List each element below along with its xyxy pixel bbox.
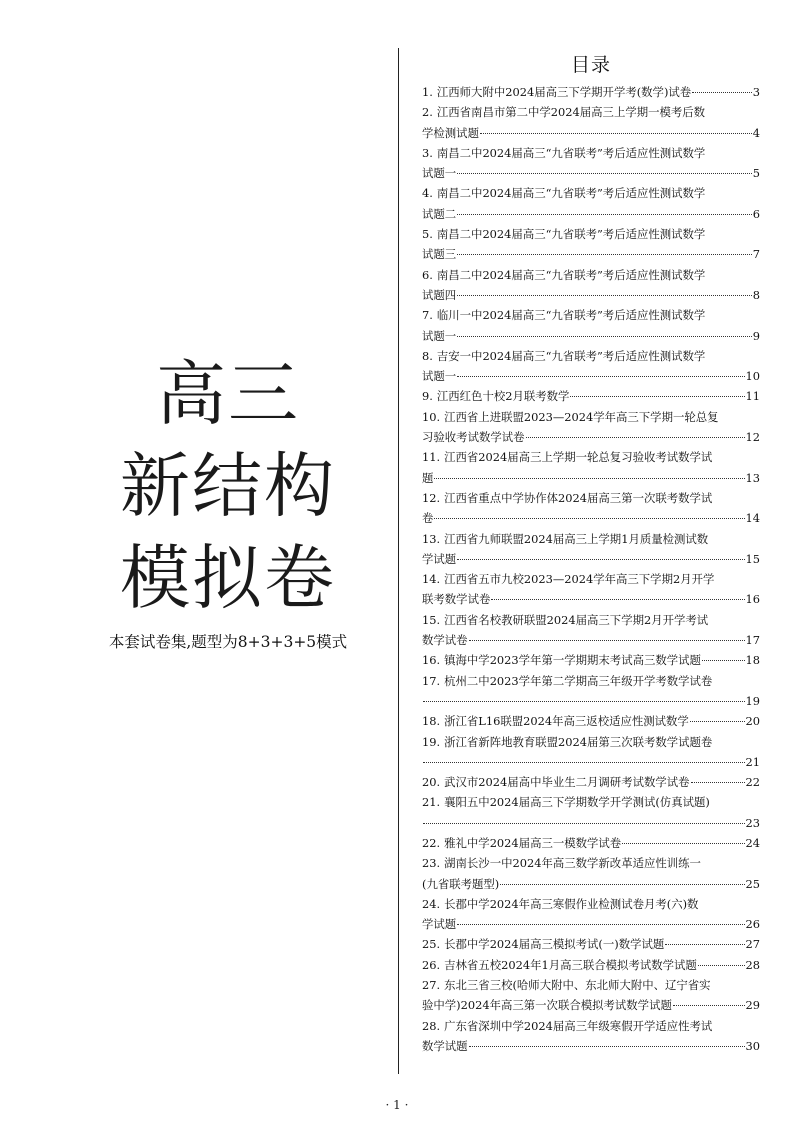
toc-entry-number: 7. <box>422 308 433 323</box>
toc-entry-page: 29 <box>745 998 760 1013</box>
toc-entry-number: 15. <box>422 612 441 627</box>
toc-entry-page: 30 <box>745 1038 760 1053</box>
toc-entry-page: 10 <box>745 369 760 384</box>
toc-entry[interactable] <box>422 955 760 975</box>
toc-entry-title-continued: 验中学)2024年高三第一次联合模拟考试数学试题 <box>422 998 672 1013</box>
toc-entry-page: 23 <box>745 815 760 830</box>
toc-entry-title-continued: (九省联考题型) <box>422 876 500 891</box>
toc-entry-number: 14. <box>422 572 441 587</box>
toc-entry-number: 10. <box>422 409 441 424</box>
toc-entry-title: 临川一中2024届高三“九省联考”考后适应性测试数学 <box>436 308 706 323</box>
toc-entry-page: 20 <box>745 714 760 729</box>
toc-entry-number: 19. <box>422 734 441 749</box>
toc-entry[interactable] <box>422 650 760 670</box>
toc-entry[interactable] <box>422 407 760 448</box>
vertical-divider <box>398 48 399 1074</box>
toc-entry-title-continued: 联考数学试卷 <box>422 592 491 607</box>
toc-dot-leader <box>457 336 752 337</box>
toc-entry[interactable] <box>422 569 760 610</box>
toc-entry-title-continued: 试题一 <box>422 328 457 343</box>
toc-entry-page: 13 <box>745 470 760 485</box>
toc-entry-number: 23. <box>422 856 441 871</box>
toc-entry-page: 8 <box>752 287 760 302</box>
toc-dot-leader <box>702 660 745 661</box>
toc-entry-number: 22. <box>422 835 441 850</box>
toc-entry-title: 浙江省L16联盟2024年高三返校适应性测试数学 <box>444 714 689 729</box>
toc-entry-page: 11 <box>745 389 760 404</box>
toc-entry-page: 15 <box>745 551 760 566</box>
toc-dot-leader <box>691 782 745 783</box>
toc-entry-page: 5 <box>752 166 760 181</box>
toc-entry-page: 7 <box>752 247 760 262</box>
toc-entry[interactable] <box>422 732 760 773</box>
toc-entry[interactable] <box>422 82 760 102</box>
toc-entry-title: 南昌二中2024届高三“九省联考”考后适应性测试数学 <box>436 145 706 160</box>
toc-entry-number: 24. <box>422 896 441 911</box>
toc-dot-leader <box>692 92 752 93</box>
toc-entry-number: 18. <box>422 714 441 729</box>
toc-entry-title: 江西省南昌市第二中学2024届高三上学期一模考后数 <box>436 105 706 120</box>
toc-entry-number: 17. <box>422 673 441 688</box>
toc-dot-leader <box>469 640 745 641</box>
toc-entry-title: 江西省2024届高三上学期一轮总复习验收考试数学试 <box>444 450 713 465</box>
toc-entry-page: 14 <box>745 511 760 526</box>
toc-entry-number: 13. <box>422 531 441 546</box>
toc-entry-title: 杭州二中2023学年第二学期高三年级开学考数学试卷 <box>444 673 713 688</box>
toc-entry-page: 4 <box>752 125 760 140</box>
toc-entry[interactable] <box>422 934 760 954</box>
toc-dot-leader <box>665 944 744 945</box>
toc-entry-page: 3 <box>752 85 760 99</box>
toc-dot-leader <box>526 437 745 438</box>
toc-dot-leader <box>423 701 745 702</box>
toc-dot-leader <box>673 1005 745 1006</box>
toc-entry-title-continued: 卷 <box>422 511 434 526</box>
toc-entry[interactable] <box>422 711 760 731</box>
page-number: · 1 · <box>385 1098 409 1112</box>
toc-entry[interactable] <box>422 224 760 265</box>
toc-entry[interactable] <box>422 975 760 1016</box>
toc-dot-leader <box>457 924 744 925</box>
toc-entry-title: 吉林省五校2024年1月高三联合模拟考试数学试题 <box>444 957 697 972</box>
toc-entry[interactable] <box>422 265 760 306</box>
toc-entry[interactable] <box>422 102 760 143</box>
toc-entry-page: 6 <box>752 206 760 221</box>
toc-dot-leader <box>500 884 744 885</box>
toc-dot-leader <box>423 823 745 824</box>
toc-entry-number: 25. <box>422 937 441 952</box>
toc-entry-title: 浙江省新阵地教育联盟2024届第三次联考数学试题卷 <box>444 734 713 749</box>
toc-entry-number: 5. <box>422 227 433 242</box>
toc-dot-leader <box>457 173 752 174</box>
table-of-contents <box>422 52 760 1056</box>
toc-entry-number: 2. <box>422 105 433 120</box>
toc-list <box>422 82 760 1056</box>
toc-entry[interactable] <box>422 853 760 894</box>
toc-entry-title: 镇海中学2023学年第一学期期末考试高三数学试题 <box>444 653 701 668</box>
toc-entry-title-continued: 试题二 <box>422 206 457 221</box>
toc-entry-title: 长郡中学2024年高三寒假作业检测试卷月考(六)数 <box>444 896 699 911</box>
toc-entry-page: 9 <box>752 328 760 343</box>
toc-entry-title: 武汉市2024届高中毕业生二月调研考试数学试卷 <box>444 775 690 790</box>
toc-entry-number: 8. <box>422 348 433 363</box>
toc-entry-title: 江西红色十校2月联考数学 <box>436 389 570 404</box>
toc-entry-number: 6. <box>422 267 433 282</box>
toc-entry-title: 江西省名校教研联盟2024届高三下学期2月开学考试 <box>444 612 709 627</box>
toc-entry-page: 28 <box>745 957 760 972</box>
toc-entry-page: 26 <box>745 917 760 932</box>
toc-entry-page: 22 <box>745 775 760 790</box>
toc-entry-number: 21. <box>422 795 441 810</box>
toc-entry-title-continued: 数学试卷 <box>422 633 468 648</box>
toc-entry-title: 南昌二中2024届高三“九省联考”考后适应性测试数学 <box>436 267 706 282</box>
toc-dot-leader <box>491 599 744 600</box>
toc-entry-page: 27 <box>745 937 760 952</box>
toc-entry[interactable] <box>422 1016 760 1057</box>
toc-entry[interactable] <box>422 671 760 712</box>
toc-entry-number: 4. <box>422 186 433 201</box>
toc-entry-title-continued: 学检测试题 <box>422 125 479 140</box>
toc-entry-number: 12. <box>422 490 441 505</box>
toc-entry-title: 吉安一中2024届高三“九省联考”考后适应性测试数学 <box>436 348 706 363</box>
toc-entry-page: 12 <box>745 430 760 445</box>
toc-entry-page: 17 <box>745 633 760 648</box>
toc-entry-title: 广东省深圳中学2024届高三年级寒假开学适应性考试 <box>444 1018 713 1033</box>
toc-dot-leader <box>698 965 745 966</box>
toc-entry-page: 18 <box>745 653 760 668</box>
toc-entry-number: 9. <box>422 389 433 404</box>
toc-entry-title: 江西省九师联盟2024届高三上学期1月质量检测试数 <box>444 531 709 546</box>
toc-dot-leader <box>423 762 745 763</box>
toc-dot-leader <box>469 1046 745 1047</box>
toc-dot-leader <box>457 295 752 296</box>
toc-entry-title: 长郡中学2024届高三模拟考试(一)数学试题 <box>444 937 665 952</box>
toc-entry-title: 襄阳五中2024届高三下学期数学开学测试(仿真试题) <box>444 795 710 810</box>
toc-dot-leader <box>434 518 744 519</box>
toc-dot-leader <box>434 478 744 479</box>
toc-entry[interactable] <box>422 772 760 792</box>
toc-entry-title-continued: 学试题 <box>422 917 457 932</box>
toc-entry-title: 江西省五市九校2023—2024学年高三下学期2月开学 <box>444 572 715 587</box>
toc-entry-title-continued: 题 <box>422 470 434 485</box>
toc-entry[interactable] <box>422 447 760 488</box>
toc-entry-number: 11. <box>422 450 441 465</box>
toc-entry[interactable] <box>422 386 760 406</box>
toc-entry[interactable] <box>422 143 760 184</box>
cover-title-line-3: 模拟卷 <box>120 537 336 619</box>
toc-entry-title: 南昌二中2024届高三“九省联考”考后适应性测试数学 <box>436 186 706 201</box>
toc-entry[interactable] <box>422 792 760 833</box>
toc-entry-title-continued: 试题一 <box>422 166 457 181</box>
toc-entry-title-continued: 试题一 <box>422 369 457 384</box>
toc-dot-leader <box>457 254 752 255</box>
cover-subtitle: 本套试卷集,题型为8+3+3+5模式 <box>108 633 348 651</box>
toc-entry-number: 3. <box>422 145 433 160</box>
toc-entry-page: 16 <box>745 592 760 607</box>
toc-entry-title-continued: 习验收考试数学试卷 <box>422 430 525 445</box>
toc-entry[interactable] <box>422 488 760 529</box>
toc-entry[interactable] <box>422 529 760 570</box>
toc-entry-number: 1. <box>422 85 433 99</box>
toc-entry-title: 南昌二中2024届高三“九省联考”考后适应性测试数学 <box>436 227 706 242</box>
toc-entry-page: 21 <box>745 754 760 769</box>
toc-entry-title-continued: 试题三 <box>422 247 457 262</box>
cover-title-line-2: 新结构 <box>120 445 336 527</box>
toc-entry-page: 19 <box>745 693 760 708</box>
toc-entry-title: 江西省重点中学协作体2024届高三第一次联考数学试 <box>444 490 713 505</box>
toc-entry-title: 江西省上进联盟2023—2024学年高三下学期一轮总复 <box>444 409 719 424</box>
toc-entry-title: 雅礼中学2024届高三一模数学试卷 <box>444 835 622 850</box>
toc-dot-leader <box>457 559 744 560</box>
toc-entry-title: 湖南长沙一中2024年高三数学新改革适应性训练一 <box>444 856 701 871</box>
toc-entry-title: 江西师大附中2024届高三下学期开学考(数学)试卷 <box>436 85 692 99</box>
cover-title-line-1: 高三 <box>156 353 300 435</box>
toc-entry[interactable] <box>422 305 760 346</box>
toc-entry-number: 20. <box>422 775 441 790</box>
toc-entry-number: 16. <box>422 653 441 668</box>
toc-entry-page: 24 <box>745 835 760 850</box>
toc-entry-number: 26. <box>422 957 441 972</box>
toc-dot-leader <box>457 214 752 215</box>
toc-entry[interactable] <box>422 346 760 387</box>
toc-entry[interactable] <box>422 833 760 853</box>
toc-dot-leader <box>457 376 744 377</box>
toc-dot-leader <box>622 843 744 844</box>
toc-dot-leader <box>690 721 745 722</box>
toc-entry-title: 东北三省三校(哈师大附中、东北师大附中、辽宁省实 <box>444 978 711 993</box>
toc-entry-title-continued: 数学试题 <box>422 1038 468 1053</box>
toc-entry-title-continued: 试题四 <box>422 287 457 302</box>
toc-entry-page: 25 <box>745 876 760 891</box>
toc-heading: 目录 <box>570 54 611 76</box>
toc-entry[interactable] <box>422 610 760 651</box>
toc-entry-number: 28. <box>422 1018 441 1033</box>
toc-entry[interactable] <box>422 183 760 224</box>
toc-dot-leader <box>570 396 744 397</box>
toc-entry[interactable] <box>422 894 760 935</box>
toc-entry-number: 27. <box>422 978 441 993</box>
toc-entry-title-continued: 学试题 <box>422 551 457 566</box>
toc-dot-leader <box>480 133 752 134</box>
